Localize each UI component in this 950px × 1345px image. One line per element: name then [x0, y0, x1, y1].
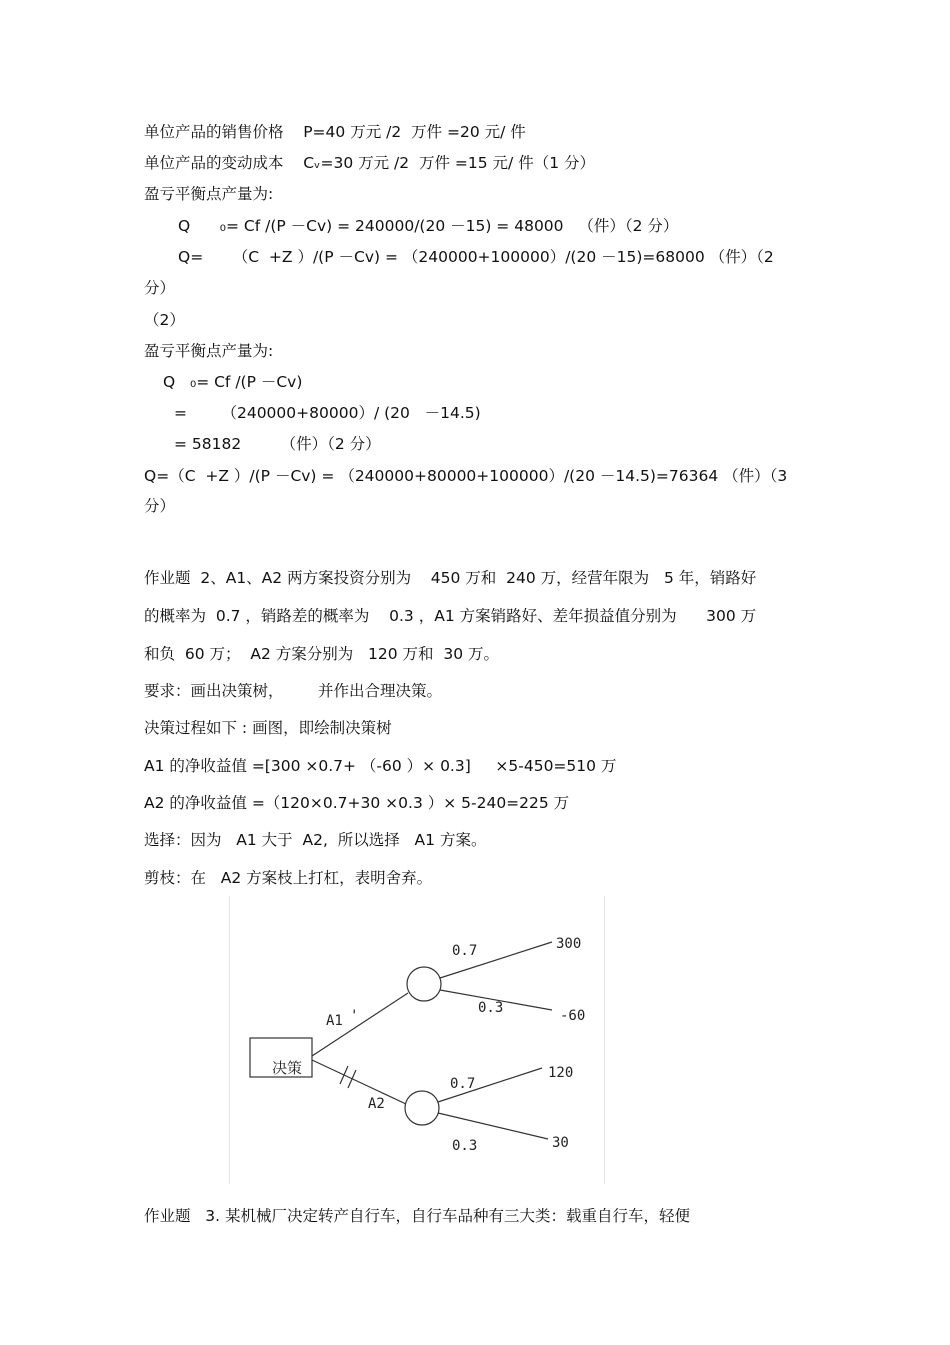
a2-good-prob: 0.7 [450, 1076, 476, 1092]
branch-a2-label: A2 [368, 1096, 385, 1112]
text-line-3: 盈亏平衡点产量为: [144, 185, 274, 203]
a2-bad-value: 30 [552, 1135, 569, 1151]
a1-bad-value: -60 [560, 1008, 586, 1024]
branch-a1-label: A1 [326, 1013, 343, 1029]
text-line-22: 剪枝：在 A2 方案枝上打杠，表明舍弃。 [144, 869, 433, 887]
branch-a2 [312, 1060, 406, 1104]
text-line-14: 作业题 2、A1、A2 两方案投资分别为 450 万和 240 万，经营年限为 5 年，销路好 [144, 569, 757, 587]
text-line-21: 选择：因为 A1 大于 A2, 所以选择 A1 方案。 [144, 831, 487, 849]
a2-bad-prob: 0.3 [452, 1138, 478, 1154]
text-line-17: 要求：画出决策树， 并作出合理决策。 [144, 682, 442, 700]
a1-good-value: 300 [556, 936, 582, 952]
text-line-18: 决策过程如下 : 画图，即绘制决策树 [144, 719, 392, 737]
chance-node-a1 [407, 967, 441, 1001]
branch-a1-tick: ' [350, 1008, 359, 1024]
text-line-5: Q= （C +Z ）/(P －Cv) = （240000+100000）/(20 －15)=68000 （件）（2 [178, 248, 774, 266]
chance-node-a2 [405, 1091, 439, 1125]
text-line-2: 单位产品的变动成本 Cᵥ=30 万元 /2 万件 =15 元/ 件（1 分） [144, 154, 595, 172]
text-line-7: （2） [144, 311, 185, 329]
prune-mark-2 [348, 1070, 356, 1088]
text-line-13: 分） [144, 497, 176, 515]
text-line-9: Q ₀= Cf /(P －Cv) [163, 373, 303, 391]
text-line-15: 的概率为 0.7 ，销路差的概率为 0.3 ，A1 方案销路好、差年损益值分别为 300 万 [144, 607, 757, 625]
decision-tree-figure [229, 896, 605, 1184]
text-line-1: 单位产品的销售价格 P=40 万元 /2 万件 =20 元/ 件 [144, 123, 526, 141]
text-line-23: 作业题 3. 某机械厂决定转产自行车，自行车品种有三大类：载重自行车，轻便 [144, 1207, 690, 1225]
prune-mark-1 [340, 1066, 348, 1084]
text-line-20: A2 的净收益值 =（120×0.7+30 ×0.3 ）× 5-240=225 万 [144, 794, 570, 812]
text-line-8: 盈亏平衡点产量为: [144, 342, 274, 360]
a1-bad-prob: 0.3 [478, 1000, 504, 1016]
text-line-12: Q=（C +Z ）/(P －Cv) = （240000+80000+100000）/(20 －14.5)=76364 （件）（3 [144, 467, 788, 485]
text-line-11: = 58182 （件）（2 分） [174, 435, 381, 453]
a2-bad-branch [438, 1113, 548, 1139]
text-line-10: = （240000+80000）/ (20 －14.5) [174, 404, 481, 422]
text-line-4: Q ₀= Cf /(P －Cv) = 240000/(20 －15) = 48000 （件）（2 分） [178, 217, 679, 235]
a2-good-value: 120 [548, 1065, 574, 1081]
text-line-6: 分） [144, 279, 176, 297]
decision-node-label: 决策 [272, 1059, 303, 1077]
text-line-16: 和负 60 万； A2 方案分别为 120 万和 30 万。 [144, 645, 500, 663]
a1-good-prob: 0.7 [452, 943, 478, 959]
text-line-19: A1 的净收益值 =[300 ×0.7+ （-60 ）× 0.3] ×5-450=510 万 [144, 757, 617, 775]
